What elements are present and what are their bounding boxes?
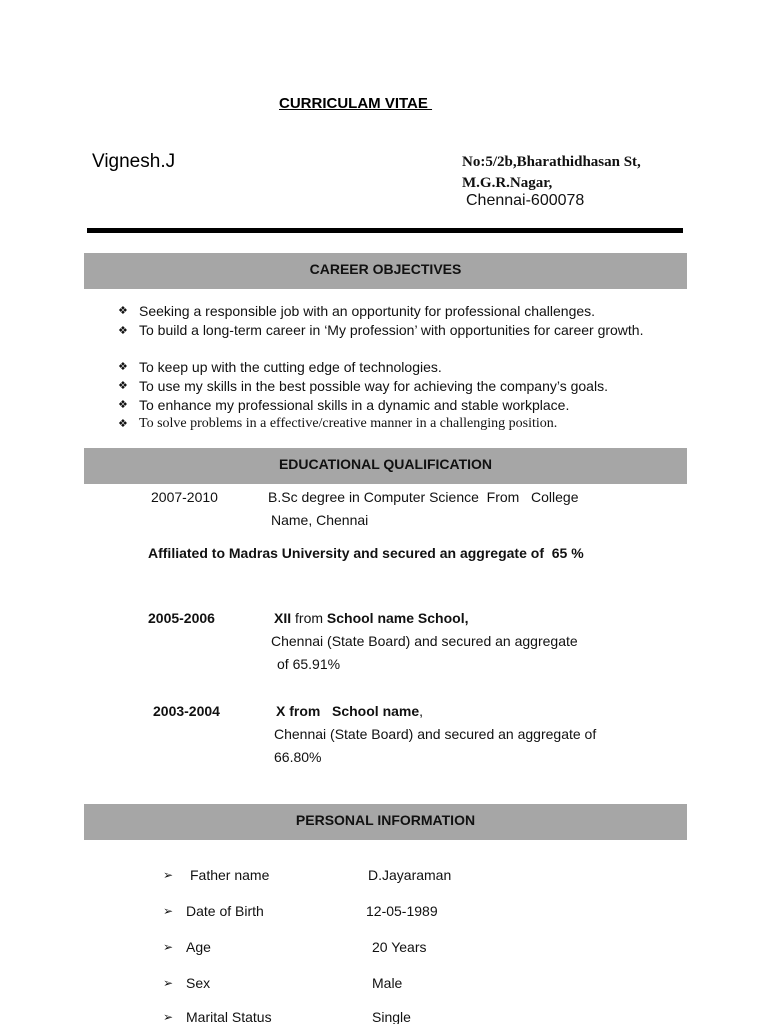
hsc-school: School name School, [326,610,469,626]
personal-information-band [84,804,687,840]
document-title: CURRICULAM VITAE [279,95,433,112]
diamond-bullet-icon: ❖ [118,379,128,392]
address-line-3: Chennai-600078 [466,192,585,209]
objective-text: To solve problems in a effective/creative manner in a challenging position. [139,416,558,431]
personal-value: 20 Years [372,939,427,955]
personal-label: Father name [190,867,270,883]
diamond-bullet-icon: ❖ [118,324,128,337]
hsc-line-3: of 65.91% [277,656,341,672]
personal-value: Single [372,1009,411,1024]
sslc-punct: , [419,703,424,719]
personal-value: D.Jayaraman [368,867,452,883]
diamond-bullet-icon: ❖ [118,360,128,373]
objective-text: To build a long-term career in ‘My profession’ with opportunities for career growth. [139,322,644,338]
address-line-2: M.G.R.Nagar, [462,175,553,191]
personal-value: Male [372,975,403,991]
arrow-bullet-icon: ➢ [163,976,174,990]
objective-item [118,416,557,432]
arrow-bullet-icon: ➢ [163,1010,174,1024]
hsc-line-1 [274,610,469,626]
degree-years: 2007-2010 [151,489,218,505]
education-band [84,448,687,484]
diamond-bullet-icon: ❖ [118,417,128,430]
personal-label: Marital Status [186,1009,272,1024]
candidate-name: Vignesh.J [92,151,176,172]
sslc-standard-school: X from School name [276,703,420,719]
personal-label: Sex [186,975,211,991]
section-heading-career-objectives: CAREER OBJECTIVES [309,261,462,277]
degree-affiliation: Affiliated to Madras University and secured an aggregate of 65 % [148,545,584,561]
hsc-years: 2005-2006 [148,610,215,626]
hsc-from: from [291,610,327,626]
arrow-bullet-icon: ➢ [163,940,174,954]
personal-value: 12-05-1989 [366,903,438,919]
personal-label: Age [186,939,211,955]
career-objectives-band [84,253,687,289]
objective-item [118,378,608,394]
objective-item [118,359,442,375]
objective-text: To keep up with the cutting edge of technologies. [139,359,442,375]
sslc-line-2: Chennai (State Board) and secured an aggregate of [274,726,597,742]
diamond-bullet-icon: ❖ [118,398,128,411]
arrow-bullet-icon: ➢ [163,904,174,918]
objective-text: To use my skills in the best possible way for achieving the company’s goals. [139,378,608,394]
diamond-bullet-icon: ❖ [118,304,128,317]
objective-item [118,322,664,339]
objective-text: Seeking a responsible job with an opportunity for professional challenges. [139,303,596,319]
section-heading-personal: PERSONAL INFORMATION [295,812,476,828]
header-divider [87,228,683,233]
arrow-bullet-icon: ➢ [163,868,174,882]
objective-item [118,303,595,319]
section-heading-education: EDUCATIONAL QUALIFICATION [278,456,493,472]
sslc-years: 2003-2004 [153,703,220,719]
hsc-line-2: Chennai (State Board) and secured an aggregate [271,633,578,649]
objective-text: To enhance my professional skills in a dynamic and stable workplace. [139,397,570,413]
hsc-standard: XII [274,610,292,626]
sslc-line-3: 66.80% [274,749,322,765]
objective-item [118,397,569,413]
sslc-line-1 [276,703,423,719]
degree-line-2: Name, Chennai [271,512,369,528]
degree-line-1: B.Sc degree in Computer Science From College [268,489,579,505]
personal-label: Date of Birth [186,903,264,919]
address-line-1: No:5/2b,Bharathidhasan St, [462,154,641,170]
